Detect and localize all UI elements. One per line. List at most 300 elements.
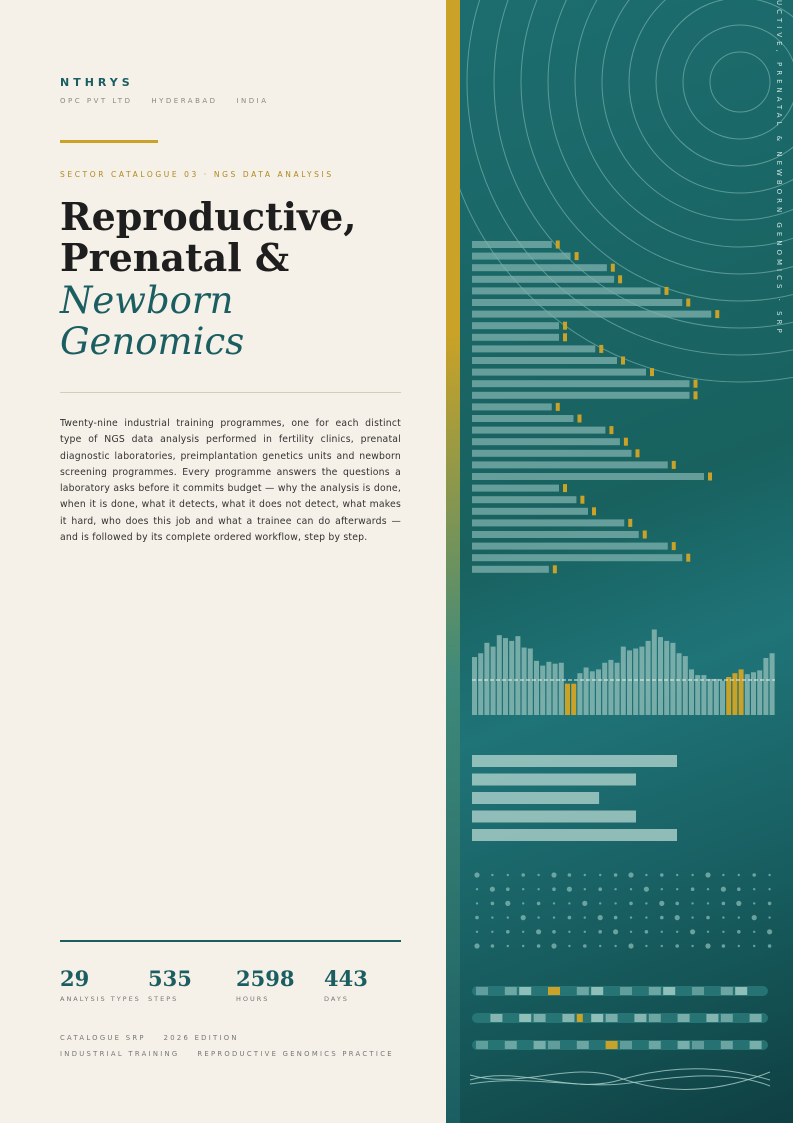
column-bar bbox=[726, 677, 731, 715]
column-bar bbox=[652, 630, 657, 716]
dot bbox=[551, 943, 556, 948]
stat-label: ANALYSIS TYPES bbox=[60, 995, 141, 1003]
column-bar bbox=[757, 670, 762, 715]
dot bbox=[568, 945, 570, 947]
h-bar-marker bbox=[686, 299, 690, 307]
brand-subtitle: OPC PVT LTD HYDERABAD INDIA bbox=[60, 97, 269, 105]
column-bar bbox=[639, 647, 644, 715]
dot bbox=[506, 930, 510, 934]
dot bbox=[768, 944, 772, 948]
sequence-strips bbox=[472, 986, 768, 1050]
strip-block bbox=[663, 987, 675, 995]
dot bbox=[705, 943, 710, 948]
h-bar bbox=[472, 519, 624, 526]
dot bbox=[628, 872, 633, 877]
dot bbox=[614, 888, 616, 890]
column-bar bbox=[633, 649, 638, 716]
h-bar bbox=[472, 531, 639, 538]
summary-bar bbox=[472, 792, 599, 804]
h-bar-marker bbox=[628, 519, 632, 527]
column-histogram bbox=[472, 630, 775, 716]
h-bar-marker bbox=[643, 531, 647, 539]
strip-block bbox=[735, 987, 747, 995]
h-bar-marker bbox=[624, 438, 628, 446]
column-bar bbox=[683, 656, 688, 715]
column-bar bbox=[584, 668, 589, 716]
column-bar bbox=[701, 675, 706, 715]
column-bar bbox=[590, 671, 595, 715]
h-bar-marker bbox=[575, 252, 579, 260]
dot bbox=[691, 916, 693, 918]
strip-block bbox=[562, 1014, 574, 1022]
strip-block bbox=[548, 1041, 560, 1049]
stat-days bbox=[324, 966, 368, 1003]
column-bar bbox=[596, 669, 601, 715]
dot bbox=[753, 945, 755, 947]
column-bar bbox=[615, 663, 620, 715]
dot bbox=[553, 916, 555, 918]
h-bar-marker bbox=[618, 275, 622, 283]
dot bbox=[707, 888, 709, 890]
dot bbox=[476, 888, 478, 890]
column-bar bbox=[491, 647, 496, 715]
h-bar-marker bbox=[686, 554, 690, 562]
h-bar bbox=[472, 461, 668, 468]
dot bbox=[598, 930, 602, 934]
column-bar bbox=[559, 663, 564, 715]
dot bbox=[599, 874, 601, 876]
footer-practice: INDUSTRIAL TRAINING REPRODUCTIVE GENOMICS PRACTICE bbox=[60, 1050, 394, 1058]
dot bbox=[753, 931, 755, 933]
strip-block bbox=[721, 1014, 733, 1022]
column-bar bbox=[565, 684, 570, 715]
strip-block bbox=[577, 1014, 583, 1022]
dot bbox=[661, 931, 663, 933]
h-bar bbox=[472, 427, 605, 434]
title-line-4: Genomics bbox=[60, 320, 245, 363]
column-bar bbox=[763, 658, 768, 715]
stat-label: HOURS bbox=[236, 995, 270, 1003]
strip-block bbox=[620, 987, 632, 995]
strip-block bbox=[476, 987, 488, 995]
h-bar-marker bbox=[715, 310, 719, 318]
stats-divider bbox=[60, 940, 401, 942]
dot bbox=[630, 888, 632, 890]
dot bbox=[537, 944, 541, 948]
dot bbox=[582, 901, 587, 906]
h-bar-marker bbox=[563, 333, 567, 341]
h-bar bbox=[472, 566, 549, 573]
stat-steps bbox=[148, 966, 192, 1003]
dot bbox=[721, 887, 726, 892]
strip-block bbox=[606, 1014, 618, 1022]
dot bbox=[738, 945, 740, 947]
h-bar bbox=[472, 264, 607, 271]
h-bar-marker bbox=[609, 426, 613, 434]
dot bbox=[752, 873, 756, 877]
dot bbox=[659, 901, 664, 906]
summary-bar bbox=[472, 755, 677, 767]
accent-stripe bbox=[446, 0, 460, 1123]
h-bar bbox=[472, 311, 711, 318]
dot bbox=[691, 887, 695, 891]
dot bbox=[691, 874, 693, 876]
dot bbox=[476, 902, 478, 904]
decorative-panel bbox=[460, 0, 793, 1123]
dot bbox=[675, 902, 679, 906]
dot bbox=[645, 930, 649, 934]
strip-block bbox=[649, 1041, 661, 1049]
dot bbox=[629, 902, 633, 906]
h-bar bbox=[472, 403, 552, 410]
dot bbox=[537, 902, 541, 906]
strip-block bbox=[649, 987, 661, 995]
column-bar bbox=[621, 647, 626, 715]
column-bar bbox=[689, 669, 694, 715]
strip-block bbox=[706, 1014, 718, 1022]
column-bar bbox=[714, 679, 719, 715]
strip-block bbox=[750, 1014, 762, 1022]
column-bar bbox=[546, 662, 551, 715]
column-bar bbox=[509, 641, 514, 715]
dot bbox=[628, 943, 633, 948]
h-bar bbox=[472, 287, 661, 294]
h-bar-marker bbox=[556, 403, 560, 411]
dot bbox=[567, 887, 572, 892]
dot bbox=[507, 874, 509, 876]
dot bbox=[707, 931, 709, 933]
dot bbox=[738, 874, 740, 876]
dot bbox=[660, 873, 664, 877]
section-kicker: SECTOR CATALOGUE 03 · NGS DATA ANALYSIS bbox=[60, 170, 334, 179]
column-bar bbox=[540, 666, 545, 715]
gold-rule bbox=[60, 140, 158, 143]
dot bbox=[675, 915, 680, 920]
h-bar bbox=[472, 322, 559, 329]
summary-bars bbox=[472, 755, 677, 841]
h-bar-marker bbox=[636, 449, 640, 457]
dot bbox=[584, 916, 586, 918]
h-bar-marker bbox=[563, 322, 567, 330]
footer-edition: CATALOGUE SRP 2026 EDITION bbox=[60, 1034, 239, 1042]
dot bbox=[490, 887, 495, 892]
dot bbox=[737, 887, 741, 891]
dot bbox=[537, 888, 539, 890]
h-bar bbox=[472, 276, 614, 283]
stat-value: 2598 bbox=[236, 966, 295, 991]
dot bbox=[614, 873, 618, 877]
dot bbox=[722, 931, 724, 933]
h-bar-marker bbox=[621, 357, 625, 365]
h-bar-marker bbox=[611, 264, 615, 272]
ring bbox=[602, 0, 793, 220]
dot bbox=[583, 944, 587, 948]
brand-name: NTHRYS bbox=[60, 76, 134, 89]
dot bbox=[722, 916, 724, 918]
dot bbox=[522, 902, 524, 904]
page-title-italic bbox=[60, 280, 440, 362]
dot bbox=[722, 874, 724, 876]
dot bbox=[552, 930, 556, 934]
dot bbox=[738, 916, 740, 918]
column-bar bbox=[695, 675, 700, 715]
dot bbox=[768, 874, 770, 876]
dot bbox=[598, 887, 602, 891]
dot bbox=[676, 874, 678, 876]
dot bbox=[536, 929, 541, 934]
dot bbox=[584, 931, 586, 933]
dot bbox=[753, 902, 755, 904]
title-line-3: Newborn bbox=[60, 279, 234, 322]
title-line-1: Reproductive, bbox=[60, 194, 357, 239]
description: Twenty-nine industrial training programmes, one for each distinct type of NGS data analysis performed in fertility clinics, prenatal diagnostic laboratories, preimplantation genetics units and newborn screening programmes. Every programme answers the questions a laboratory asks before it commits budget — why the analysis is done, when it is done, what it detects, what it does not detect, what makes it hard, who does this job and what a trainee can do afterwards — and is followed by its complete ordered workflow, step by step. bbox=[60, 418, 401, 544]
dot bbox=[491, 902, 495, 906]
h-bar bbox=[472, 345, 595, 352]
dot bbox=[537, 874, 539, 876]
h-bar-marker bbox=[650, 368, 654, 376]
dot bbox=[660, 916, 664, 920]
h-bar bbox=[472, 299, 682, 306]
h-bar-marker bbox=[708, 473, 712, 481]
h-bar-marker bbox=[578, 415, 582, 423]
h-bar-marker bbox=[592, 507, 596, 515]
dot bbox=[722, 944, 726, 948]
ring bbox=[575, 0, 793, 247]
wave-lines bbox=[470, 1069, 770, 1090]
dot bbox=[736, 901, 741, 906]
decor-graphics bbox=[460, 0, 793, 1123]
column-bar bbox=[664, 641, 669, 715]
h-bar-marker bbox=[563, 484, 567, 492]
strip-block bbox=[548, 987, 560, 995]
summary-bar bbox=[472, 774, 636, 786]
dot bbox=[614, 945, 616, 947]
dot bbox=[507, 945, 509, 947]
column-bar bbox=[484, 643, 489, 715]
h-bar-marker bbox=[672, 542, 676, 550]
dot bbox=[676, 888, 678, 890]
h-bar-marker bbox=[556, 241, 560, 249]
dot bbox=[752, 915, 757, 920]
column-bar bbox=[739, 669, 744, 715]
dot bbox=[768, 902, 772, 906]
h-bar bbox=[472, 450, 632, 457]
strip-block bbox=[750, 1041, 762, 1049]
h-bar bbox=[472, 369, 646, 376]
dot bbox=[491, 931, 493, 933]
strip-block bbox=[692, 987, 704, 995]
dot bbox=[767, 929, 772, 934]
dot bbox=[476, 931, 478, 933]
dot bbox=[474, 943, 479, 948]
h-bar bbox=[472, 438, 620, 445]
dot bbox=[584, 874, 586, 876]
dot-matrix bbox=[474, 872, 772, 948]
ring bbox=[710, 52, 770, 112]
strip-block bbox=[505, 1041, 517, 1049]
column-bar bbox=[472, 657, 477, 715]
strip-block bbox=[678, 1041, 690, 1049]
column-bar bbox=[497, 635, 502, 715]
h-bar bbox=[472, 473, 704, 480]
dot bbox=[753, 888, 755, 890]
h-bar bbox=[472, 508, 588, 515]
strip-block bbox=[721, 987, 733, 995]
strip-block bbox=[476, 1041, 488, 1049]
column-bar bbox=[751, 672, 756, 715]
strip-block bbox=[634, 1014, 646, 1022]
h-bar bbox=[472, 380, 690, 387]
dot bbox=[491, 874, 493, 876]
dot bbox=[613, 929, 618, 934]
dot bbox=[707, 902, 709, 904]
h-bar bbox=[472, 334, 559, 341]
column-bar bbox=[553, 664, 558, 715]
dot bbox=[598, 915, 603, 920]
h-bar-marker bbox=[665, 287, 669, 295]
dot bbox=[521, 873, 525, 877]
dot bbox=[645, 874, 647, 876]
column-bar bbox=[534, 661, 539, 715]
dot bbox=[737, 930, 741, 934]
dot bbox=[614, 916, 618, 920]
column-bar bbox=[522, 648, 527, 715]
dot bbox=[645, 916, 647, 918]
h-bar bbox=[472, 357, 617, 364]
dot bbox=[661, 888, 663, 890]
dot bbox=[568, 931, 570, 933]
strip-block bbox=[490, 1014, 502, 1022]
h-bar-marker bbox=[580, 496, 584, 504]
dot bbox=[661, 945, 663, 947]
h-bar-marker bbox=[553, 565, 557, 573]
h-bar bbox=[472, 554, 682, 561]
column-bar bbox=[608, 660, 613, 715]
strip-block bbox=[678, 1014, 690, 1022]
dot bbox=[675, 944, 679, 948]
vertical-caption: UCTIVE, PRENATAL & NEWBORN GENOMICS · SRP bbox=[775, 0, 783, 337]
dot bbox=[553, 902, 555, 904]
column-bar bbox=[503, 638, 508, 715]
dot bbox=[475, 916, 479, 920]
dot bbox=[491, 944, 495, 948]
dot bbox=[705, 872, 710, 877]
dot bbox=[614, 902, 616, 904]
strip-block bbox=[591, 987, 603, 995]
dot bbox=[584, 888, 586, 890]
dot bbox=[505, 901, 510, 906]
dot bbox=[645, 902, 647, 904]
strip-block bbox=[577, 1041, 589, 1049]
dot bbox=[645, 945, 647, 947]
strip-block bbox=[620, 1041, 632, 1049]
strip-block bbox=[519, 987, 531, 995]
dot bbox=[521, 915, 526, 920]
dot bbox=[568, 916, 572, 920]
h-bar bbox=[472, 543, 668, 550]
dot bbox=[552, 887, 556, 891]
dot bbox=[474, 872, 479, 877]
dot bbox=[506, 887, 510, 891]
dot bbox=[522, 945, 524, 947]
h-bar bbox=[472, 241, 552, 248]
summary-bar bbox=[472, 811, 636, 823]
column-bar bbox=[528, 649, 533, 716]
column-bar bbox=[646, 641, 651, 715]
column-bar bbox=[770, 653, 775, 715]
column-bar bbox=[658, 637, 663, 715]
dot bbox=[706, 916, 710, 920]
dot bbox=[537, 916, 539, 918]
dot bbox=[599, 902, 601, 904]
h-bar bbox=[472, 392, 690, 399]
strip-block bbox=[519, 1014, 531, 1022]
strip-block bbox=[505, 987, 517, 995]
strip-block bbox=[692, 1041, 704, 1049]
strip-block bbox=[577, 987, 589, 995]
dot bbox=[551, 872, 556, 877]
dot bbox=[691, 902, 693, 904]
stat-value: 535 bbox=[148, 966, 192, 991]
stat-analysis-types bbox=[60, 966, 141, 1003]
stat-value: 443 bbox=[324, 966, 368, 991]
dot bbox=[768, 916, 770, 918]
column-bar bbox=[602, 663, 607, 715]
column-bar bbox=[670, 643, 675, 715]
h-bar-marker bbox=[599, 345, 603, 353]
dot bbox=[568, 902, 570, 904]
column-bar bbox=[677, 653, 682, 715]
dot bbox=[630, 916, 632, 918]
column-bar bbox=[571, 684, 576, 715]
h-bar bbox=[472, 496, 576, 503]
h-bar-marker bbox=[694, 380, 698, 388]
dot bbox=[507, 916, 509, 918]
column-bar bbox=[478, 653, 483, 715]
summary-bar bbox=[472, 829, 677, 841]
h-bar-marker bbox=[672, 461, 676, 469]
dot bbox=[691, 945, 693, 947]
title-line-2: Prenatal & bbox=[60, 235, 290, 280]
column-bar bbox=[708, 679, 713, 715]
stat-value: 29 bbox=[60, 966, 90, 991]
h-bar bbox=[472, 485, 559, 492]
dot bbox=[522, 931, 524, 933]
strip-block bbox=[534, 1041, 546, 1049]
column-bar bbox=[720, 681, 725, 715]
dot bbox=[568, 873, 572, 877]
h-bar bbox=[472, 253, 571, 260]
page-title bbox=[60, 196, 440, 278]
horizontal-bars bbox=[472, 241, 719, 574]
stat-label: STEPS bbox=[148, 995, 179, 1003]
strip-block bbox=[649, 1014, 661, 1022]
dot bbox=[599, 945, 601, 947]
column-bar bbox=[732, 673, 737, 715]
dot bbox=[722, 902, 726, 906]
ring bbox=[629, 0, 793, 193]
dot bbox=[630, 931, 632, 933]
stat-label: DAYS bbox=[324, 995, 349, 1003]
divider bbox=[60, 392, 401, 393]
h-bar bbox=[472, 415, 574, 422]
strip-block bbox=[721, 1041, 733, 1049]
dot bbox=[522, 888, 524, 890]
strip-block bbox=[606, 1041, 618, 1049]
h-bar-marker bbox=[694, 391, 698, 399]
dot bbox=[690, 929, 695, 934]
stat-hours bbox=[236, 966, 294, 1003]
